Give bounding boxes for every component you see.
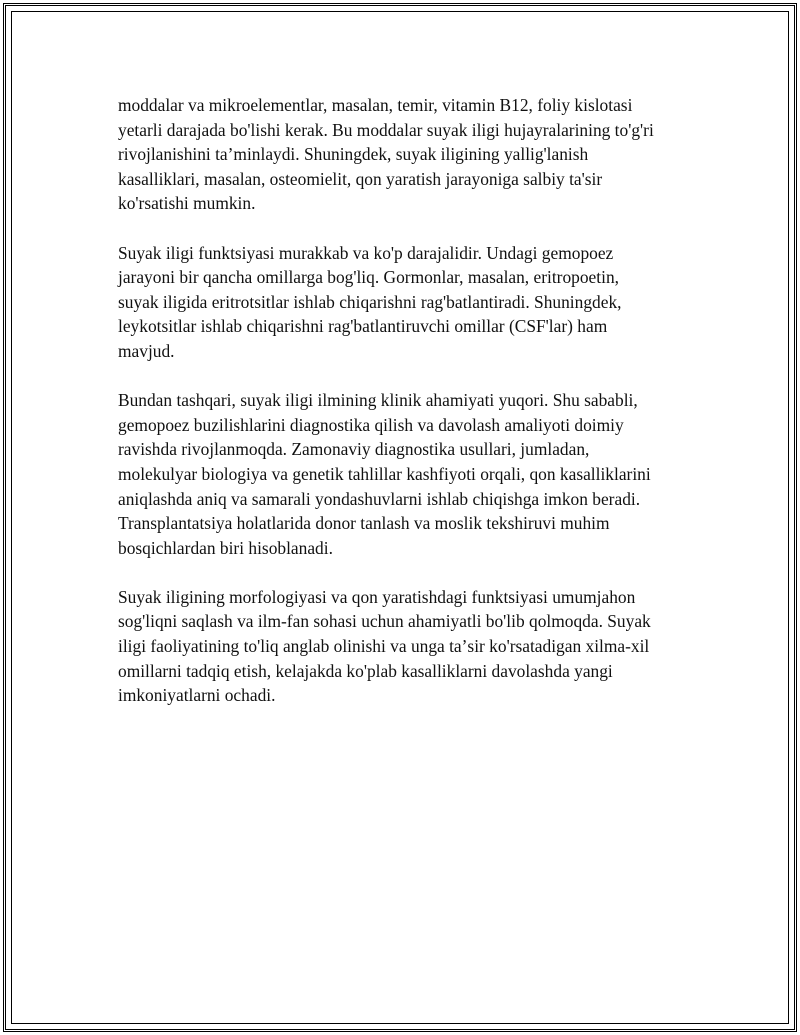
paragraph-4: Suyak iligining morfologiyasi va qon yaratishdagi funktsiyasi umumjahon sog'liqni saqlash va ilm-fan sohasi uchun ahamiyatli bo'lib qolmoqda. Suyak iligi faoliyatining to'liq anglab olinishi va unga taʼsir ko'rsatadigan xilma-xil omillarni tadqiq etish, kelajakda ko'plab kasalliklarni davolashda yangi imkoniyatlarni ochadi. bbox=[118, 586, 651, 706]
paragraph-2: Suyak iligi funktsiyasi murakkab va ko'p darajalidir. Undagi gemopoez jarayoni bir qancha omillarga bog'liq. Gormonlar, masalan, eritropoetin, suyak iligida eritrotsitlar ishlab chiqarishni rag'batlantiradi. Shuningdek, leykotsitlar ishlab chiqarishni rag'batlantiruvchi omillar (CSF'lar) ham mavjud. bbox=[118, 242, 622, 361]
paragraph-3: Bundan tashqari, suyak iligi ilmining klinik ahamiyati yuqori. Shu sababli, gemopoez buzilishlarini diagnostika qilish va davolash amaliyoti doimiy ravishda rivojlanmoqda. Zamonaviy diagnostika usullari, jumladan, molekulyar biologiya va genetik tahlillar kashfiyoti orqali, qon kasalliklarini aniqlashda aniq va samarali yondashuvlarni ishlab chiqishga imkon beradi. Transplantatsiya holatlarida donor tanlash va moslik tekshiruvi muhim bosqichlardan biri hisoblanadi. bbox=[118, 390, 651, 558]
document-body bbox=[118, 93, 703, 732]
paragraph-1: moddalar va mikroelementlar, masalan, temir, vitamin B12, foliy kislotasi yetarli darajada bo'lishi kerak. Bu moddalar suyak iligi hujayralarining to'g'ri rivojlanishini taʼminlaydi. Shuningdek, suyak iligining yallig'lanish kasalliklari, masalan, osteomielit, qon yaratish jarayoniga salbiy ta'sir ko'rsatishi mumkin. bbox=[118, 95, 654, 214]
